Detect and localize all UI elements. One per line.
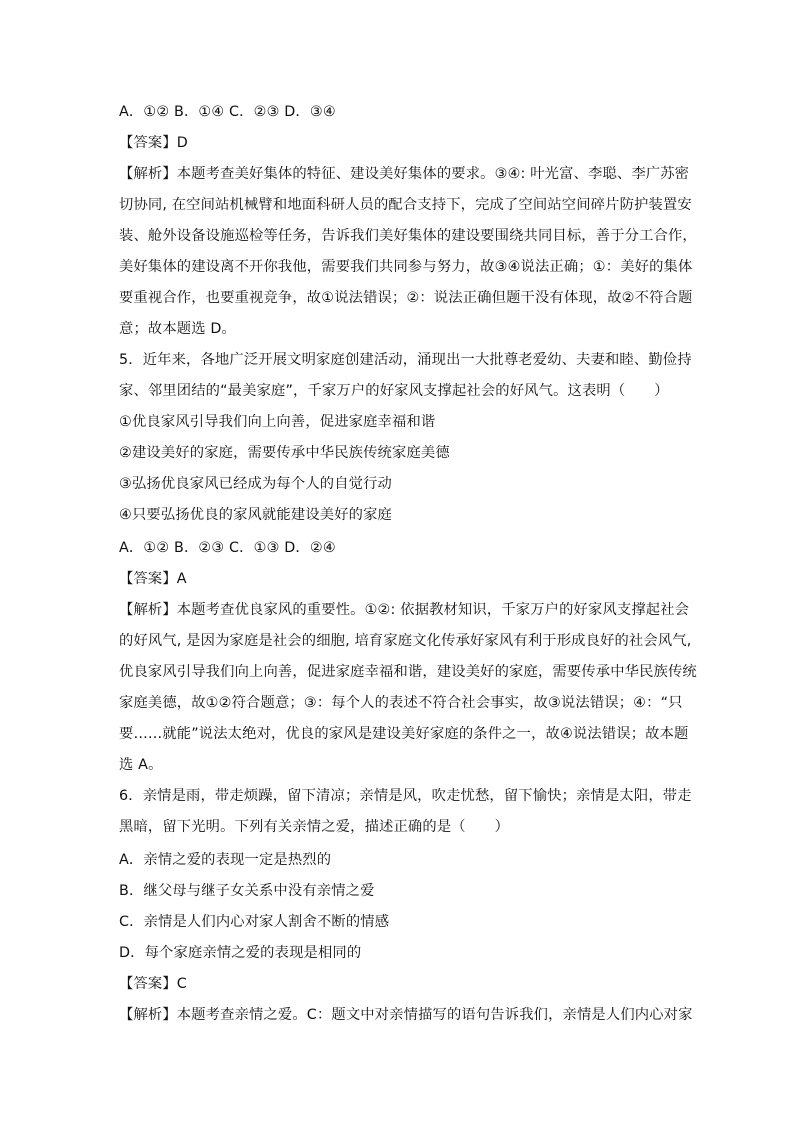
q6-stem-line: 6．亲情是雨，带走烦躁，留下清凉；亲情是风，吹走忧愁，留下愉快；亲情是太阳，带走 <box>119 788 692 804</box>
q5-item: ④只要弘扬优良的家风就能建设美好的家庭 <box>119 507 393 523</box>
q5-item: ②建设美好的家庭，需要传承中华民族传统家庭美德 <box>119 445 450 461</box>
q4-analysis-line: 要重视合作，也要重视竞争，故①说法错误；②：说法正确但题干没有体现，故②不符合题 <box>119 290 693 306</box>
q5-analysis-line: 优良家风引导我们向上向善，促进家庭幸福和谐，建设美好的家庭，需要传承中华民族传统 <box>119 664 697 680</box>
q6-choice-c: C．亲情是人们内心对家人割舍不断的情感 <box>119 914 390 930</box>
q5-stem-line: 5．近年来，各地广泛开展文明家庭创建活动，涌现出一大批尊老爱幼、夫妻和睦、勤俭持 <box>119 352 692 368</box>
q6-choice-a: A．亲情之爱的表现一定是热烈的 <box>119 852 332 868</box>
q5-stem-line: 家、邻里团结的“最美家庭”，千家万户的好家风支撑起社会的好风气。这表明（ ） <box>119 383 669 399</box>
q6-choice-b: B．继父母与继子女关系中没有亲情之爱 <box>119 883 375 899</box>
q4-analysis-line: 装、舱外设备设施巡检等任务，告诉我们美好集体的建设要围绕共同目标，善于分工合作， <box>119 228 697 244</box>
q4-analysis-line: 意；故本题选 D。 <box>119 321 236 337</box>
q5-item: ①优良家风引导我们向上向善，促进家庭幸福和谐 <box>119 414 436 430</box>
q5-analysis-line: 选 A。 <box>119 757 163 773</box>
q5-analysis-line: 的好风气, 是因为家庭是社会的细胞, 培育家庭文化传承好家风有利于形成良好的社会风气, <box>119 633 692 649</box>
q6-answer: 【答案】C <box>119 976 187 992</box>
q4-analysis-line: 美好集体的建设离不开你我他，需要我们共同参与努力，故③④说法正确；①：美好的集体 <box>119 259 693 275</box>
q4-answer: 【答案】D <box>119 135 188 151</box>
q4-analysis-line: 切协同, 在空间站机械臂和地面科研人员的配合支持下，完成了空间站空间碎片防护装置安 <box>119 197 692 213</box>
q6-stem-line: 黑暗，留下光明。下列有关亲情之爱，描述正确的是（ ） <box>119 819 510 835</box>
q5-analysis-line: 【解析】本题考查优良家风的重要性。①②: 依据教材知识，千家万户的好家风支撑起社会 <box>119 602 690 618</box>
q4-analysis-line: 【解析】本题考查美好集体的特征、建设美好集体的要求。③④: 叶光富、李聪、李广苏密 <box>119 166 690 182</box>
q6-analysis-line: 【解析】本题考查亲情之爱。C：题文中对亲情描写的语句告诉我们，亲情是人们内心对家 <box>119 1007 693 1023</box>
q5-options: A．①② B．②③ C．①③ D．②④ <box>119 540 336 556</box>
q5-analysis-line: 要……就能”说法太绝对，优良的家风是建设美好家庭的条件之一，故④说法错误；故本题 <box>119 726 689 742</box>
q6-choice-d: D．每个家庭亲情之爱的表现是相同的 <box>119 945 362 961</box>
q5-item: ③弘扬优良家风已经成为每个人的自觉行动 <box>119 476 393 492</box>
q4-options: A．①② B．①④ C．②③ D．③④ <box>119 104 336 120</box>
q5-analysis-line: 家庭美德，故①②符合题意；③：每个人的表述不符合社会事实，故③说法错误；④：“只 <box>119 695 683 711</box>
q5-answer: 【答案】A <box>119 571 187 587</box>
